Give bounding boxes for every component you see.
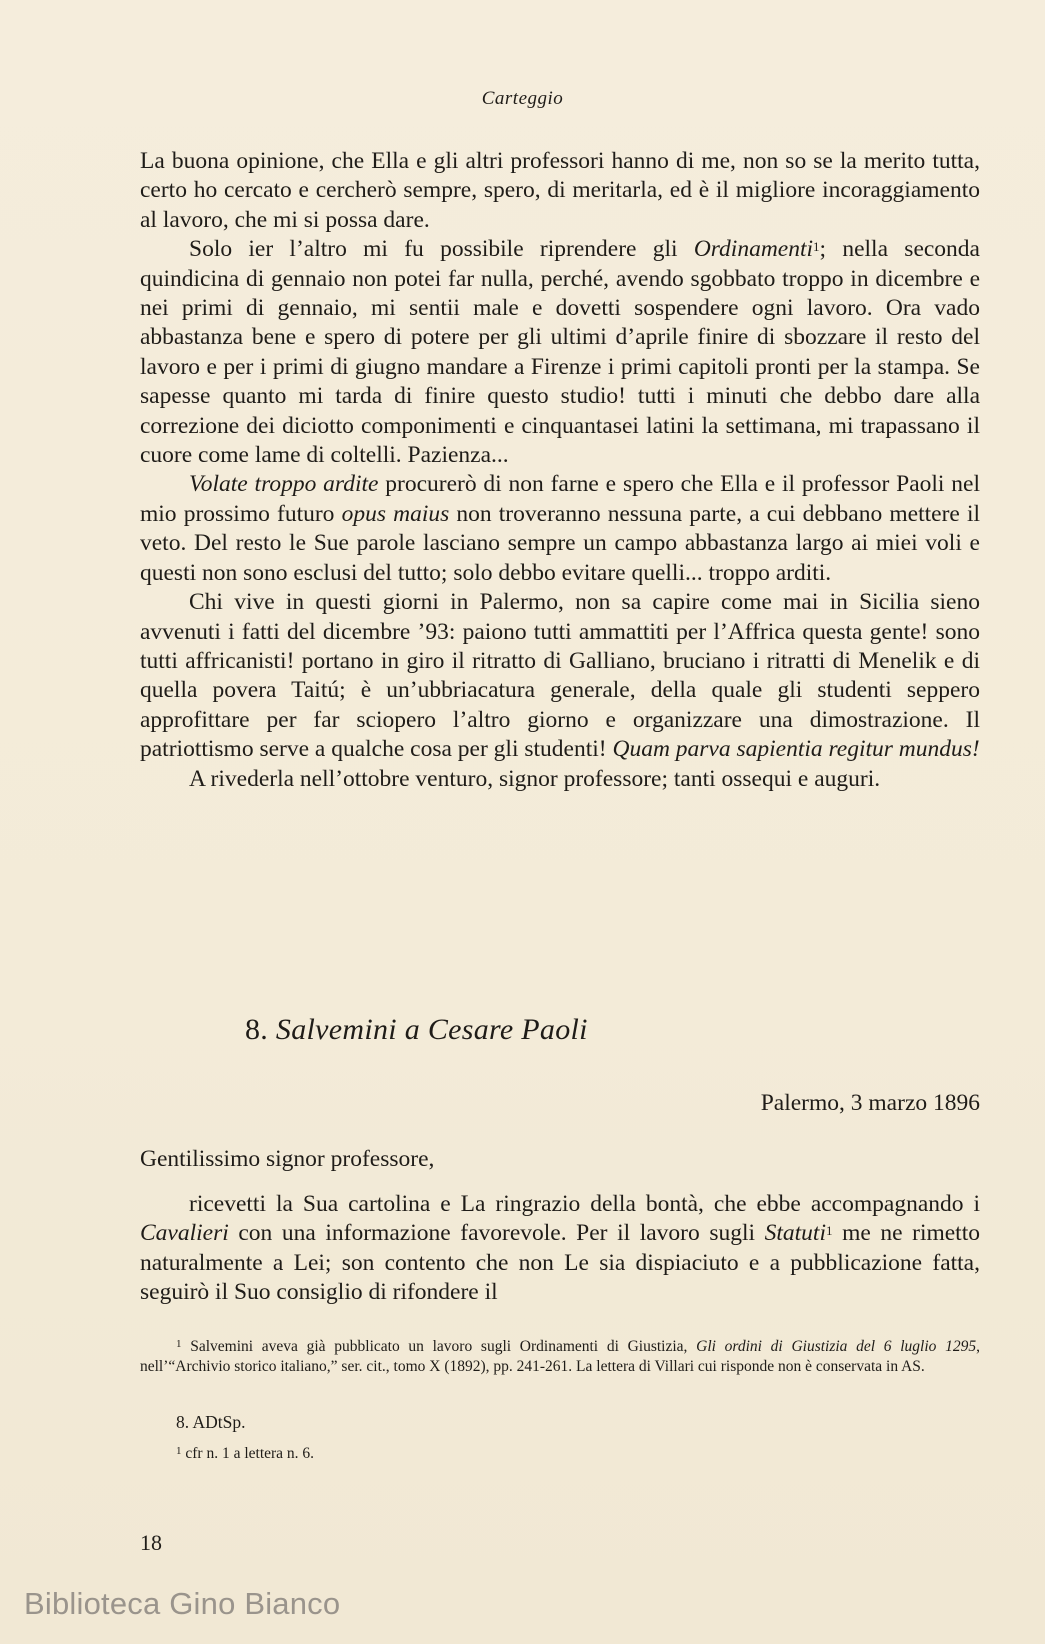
footnote-block — [140, 1338, 980, 1375]
letter-heading — [245, 1013, 588, 1047]
letter-7-body — [140, 147, 980, 794]
paragraph: Volate troppo ardite procurerò di non farne e spero che Ella e il professor Paoli nel mio prossimo futuro opus maius non troveranno nessuna parte, a cui debbano mettere il veto. Del resto le Sue parole lasciano sempre un campo abbastanza largo ai miei voli e questi non sono esclusi del tutto; solo debbo evitare quelli... troppo arditi. — [140, 471, 981, 586]
italic-phrase: opus maius — [341, 500, 450, 527]
letter-number: 8. — [245, 1013, 269, 1046]
italic-title: Cavalieri — [140, 1220, 229, 1247]
running-head: Carteggio — [481, 88, 564, 109]
letter-8-body — [140, 1190, 980, 1308]
footnote-number: 1 — [176, 1445, 182, 1457]
footnote-number: 1 — [176, 1338, 182, 1350]
italic-title: Ordinamenti — [693, 236, 814, 263]
paragraph: Solo ier l’altro mi fu possibile riprendere gli Ordinamenti$^1$; nella seconda quindicina di gennaio non potei far nulla, perché, avendo sgobbato troppo in dicembre e nei primi di gennaio, mi sentii male e dovetti sospendere ogni lavoro. Ora vado abbastanza bene e spero di potere per gli ultimi d’aprile finire di sbozzare il resto del lavoro e per i primi di giugno mandare a Firenze i primi capitoli pronti per la stampa. Se sapesse quanto mi tarda di finire questo studio! tutti i minuti che debbo dare alla correzione dei diciotto componimenti e cinquantasei latini la settimana, mi trapassano il cuore come lame di coltelli. Pazienza... — [140, 236, 980, 469]
footnote-marker: 1 — [813, 239, 820, 255]
latin-quote: Quam parva sapientia regitur mundus! — [612, 736, 980, 763]
source-note: 8. ADtSp. — [176, 1412, 246, 1432]
paragraph: La buona opinione, che Ella e gli altri professori hanno di me, non so se la merito tutta, certo ho cercato e cercherò sempre, spero, di meritarla, ed è il migliore incoraggiamento al lavoro, che mi si possa dare. — [140, 148, 980, 233]
page-number: 18 — [140, 1530, 162, 1555]
footnote: $^1$ Salvemini aveva già pubblicato un lavoro sugli Ordinamenti di Giustizia, Gli ordini di Giustizia del 6 luglio 1295, nell’“Archivio storico italiano,” ser. cit., tomo X (1892), pp. 241-261. La lettera di Villari cui risponde non è conservata in AS. — [140, 1338, 980, 1375]
italic-title: Statuti — [764, 1220, 826, 1247]
paragraph: Chi vive in questi giorni in Palermo, non sa capire come mai in Sicilia sieno avvenuti i fatti del dicembre ’93: paiono tutti ammattiti per l’Affrica questa gente! sono tutti affricanisti! portano in giro il ritratto di Galliano, bruciano i ritratti di Menelik e di quella povera Taitú; è un’ubbriacatura generale, della quale gli studenti seppero approfittare per far sciopero l’altro giorno e organizzare una dimostrazione. Il patriottismo serve a qualche cosa per gli studenti! Quam parva sapientia regitur mundus! — [140, 589, 980, 763]
library-watermark: Biblioteca Gino Bianco — [24, 1586, 341, 1621]
footnote-marker: 1 — [825, 1223, 833, 1239]
italic-phrase: Volate troppo ardite — [189, 471, 379, 498]
italic-title: Gli ordini di Giustizia del 6 luglio 1295 — [696, 1338, 977, 1355]
footnote: $^1$ cfr n. 1 a lettera n. 6. — [176, 1445, 315, 1462]
salutation: Gentilissimo signor professore, — [140, 1146, 435, 1172]
letter-title: Salvemini a Cesare Paoli — [275, 1013, 588, 1046]
paragraph: ricevetti la Sua cartolina e La ringrazio della bontà, che ebbe accompagnando i Cavalieri con una informazione favorevole. Per il lavoro sugli Statuti$^1$ me ne rimetto naturalmente a Lei; son contento che non Le sia dispiaciuto e a pubblicazione fatta, seguirò il Suo consiglio di rifondere il — [140, 1191, 980, 1306]
paragraph: A rivederla nell’ottobre venturo, signor professore; tanti ossequi e auguri. — [189, 765, 881, 792]
dateline: Palermo, 3 marzo 1896 — [760, 1090, 980, 1116]
